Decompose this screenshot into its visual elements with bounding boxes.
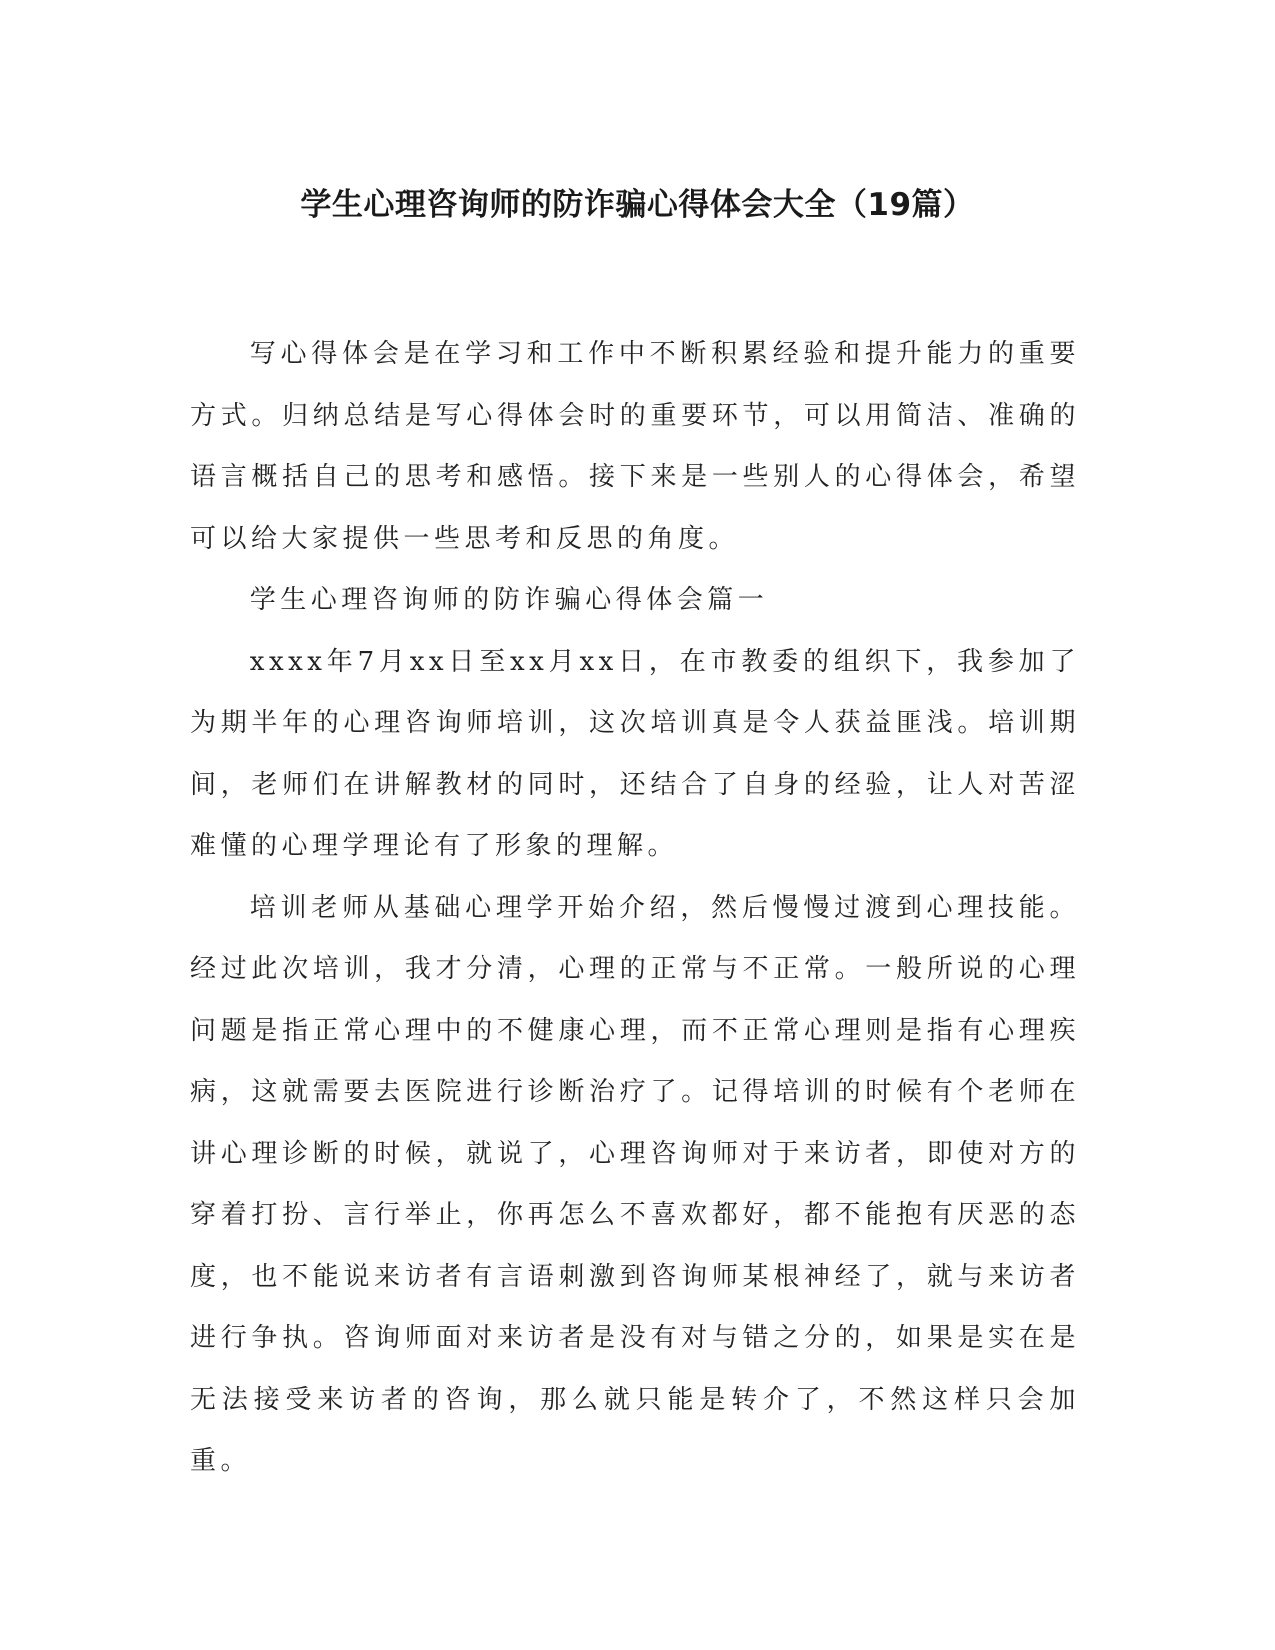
body-paragraph-2: 培训老师从基础心理学开始介绍，然后慢慢过渡到心理技能。经过此次培训，我才分清，心理的正常与不正常。一般所说的心理问题是指正常心理中的不健康心理，而不正常心理则是指有心理疾病，这就需要去医院进行诊断治疗了。记得培训的时候有个老师在讲心理诊断的时候，就说了，心理咨询师对于来访者，即使对方的穿着打扮、言行举止，你再怎么不喜欢都好，都不能抱有厌恶的态度，也不能说来访者有言语刺激到咨询师某根神经了，就与来访者进行争执。咨询师面对来访者是没有对与错之分的，如果是实在是无法接受来访者的咨询，那么就只能是转介了，不然这样只会加重。 — [190, 892, 1080, 1476]
document-body — [190, 324, 1080, 1493]
intro-paragraph: 写心得体会是在学习和工作中不断积累经验和提升能力的重要方式。归纳总结是写心得体会时的重要环节，可以用简洁、准确的语言概括自己的思考和感悟。接下来是一些别人的心得体会，希望可以给大家提供一些思考和反思的角度。 — [190, 339, 1080, 554]
body-paragraph-1: xxxx年7月xx日至xx月xx日，在市教委的组织下，我参加了为期半年的心理咨询师培训，这次培训真是令人获益匪浅。培训期间，老师们在讲解教材的同时，还结合了自身的经验，让人对苦涩难懂的心理学理论有了形象的理解。 — [190, 646, 1080, 861]
section-heading: 学生心理咨询师的防诈骗心得体会篇一 — [249, 585, 769, 615]
document-title: 学生心理咨询师的防诈骗心得体会大全（19篇） — [300, 187, 975, 223]
